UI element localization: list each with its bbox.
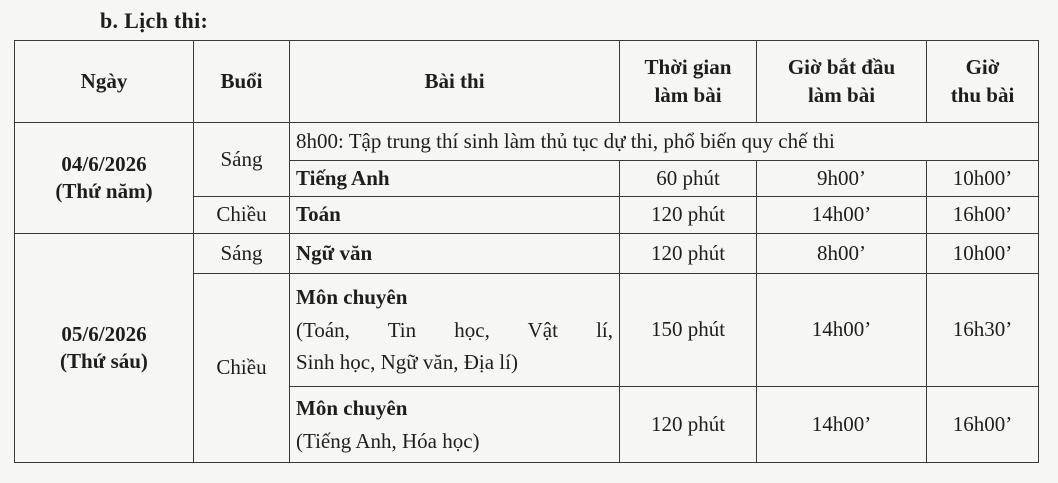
exam-subjects-line2: Sinh học, Ngữ văn, Địa lí) (296, 350, 518, 375)
header-row (15, 41, 1039, 123)
exam-start: 14h00’ (757, 197, 927, 234)
day1-note: 8h00: Tập trung thí sinh làm thủ tục dự thi, phổ biến quy chế thi (290, 123, 1039, 161)
day1-morning: Sáng (194, 123, 290, 197)
exam-subjects-line1: (Toán, Tin học, Vật lí, (296, 317, 613, 342)
table-row (15, 234, 1039, 274)
header-duration-line2: làm bài (654, 82, 722, 107)
day2-date-cell (15, 234, 194, 463)
section-heading: b. Lịch thi: (100, 8, 209, 33)
exam-start: 14h00’ (757, 274, 927, 387)
exam-duration: 60 phút (620, 161, 757, 197)
day1-afternoon: Chiều (194, 197, 290, 234)
table-row (15, 123, 1039, 161)
exam-duration: 120 phút (620, 387, 757, 463)
exam-name: Môn chuyên (296, 285, 408, 310)
header-day: Ngày (15, 41, 194, 123)
header-duration-line1: Thời gian (644, 55, 732, 80)
exam-end: 10h00’ (927, 234, 1039, 274)
exam-name: Môn chuyên (296, 395, 408, 420)
exam-duration: 150 phút (620, 274, 757, 387)
header-session: Buổi (194, 41, 290, 123)
header-start-line2: làm bài (807, 82, 876, 107)
exam-duration: 120 phút (620, 197, 757, 234)
exam-subjects-line1: (Tiếng Anh, Hóa học) (296, 428, 480, 453)
day1-weekday: (Thứ năm) (55, 179, 153, 203)
header-start-line1: Giờ bắt đầu (787, 55, 896, 80)
header-end-line2: thu bài (950, 82, 1015, 107)
exam-start: 8h00’ (757, 234, 927, 274)
exam-end: 16h30’ (927, 274, 1039, 387)
day1-date: 04/6/2026 (61, 151, 147, 176)
header-duration (620, 41, 757, 123)
header-end-time (927, 41, 1039, 123)
exam-name: Toán (290, 197, 620, 234)
exam-end: 16h00’ (927, 197, 1039, 234)
exam-schedule-table (14, 40, 1039, 463)
header-exam: Bài thi (290, 41, 620, 123)
exam-name-cell (290, 274, 620, 387)
exam-end: 16h00’ (927, 387, 1039, 463)
exam-start: 14h00’ (757, 387, 927, 463)
day2-date: 05/6/2026 (61, 321, 147, 346)
header-end-line1: Giờ (965, 55, 1000, 80)
exam-name: Tiếng Anh (290, 161, 620, 197)
exam-start: 9h00’ (757, 161, 927, 197)
exam-end: 10h00’ (927, 161, 1039, 197)
header-start-time (757, 41, 927, 123)
exam-name-cell (290, 387, 620, 463)
day1-date-cell (15, 123, 194, 234)
day2-weekday: (Thứ sáu) (60, 349, 148, 373)
day2-morning: Sáng (194, 234, 290, 274)
exam-name: Ngữ văn (290, 234, 620, 274)
exam-duration: 120 phút (620, 234, 757, 274)
day2-afternoon: Chiều (194, 274, 290, 463)
